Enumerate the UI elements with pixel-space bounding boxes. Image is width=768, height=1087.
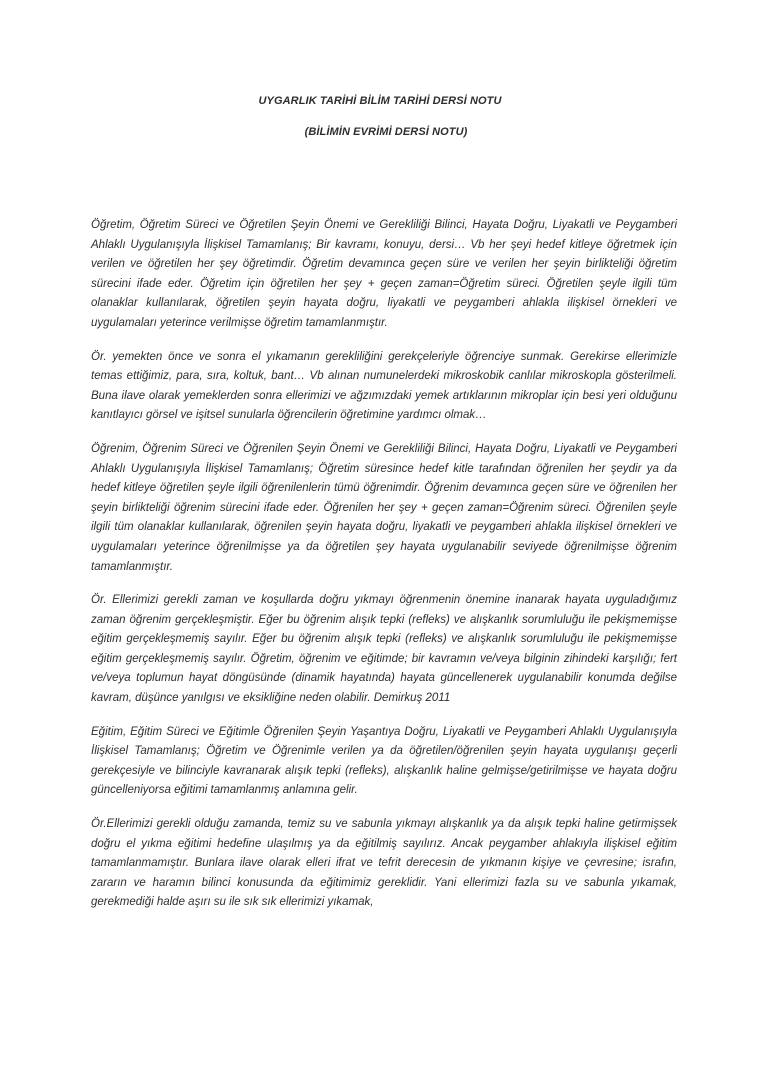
paragraph-ogrenim-example: Ör. Ellerimizi gerekli zaman ve koşullarda doğru yıkmayı öğrenmenin önemine inanarak hayata uyguladığımız zaman öğrenim gerçekleşmiştir. Eğer bu öğrenim alışık tepki (refleks) ve alışkanlık sorumluluğu ile pekişmemişse eğitim gerçekleşmemiş sayılır. Eğer bu öğrenim alışık tepki (refleks) ve alışkanlık sorumluluğu ile pekişmemişse eğitim gerçekleşmemiş sayılır. Öğretim, öğrenim ve eğitimde; bir kavramın ve/veya bilginin zihindeki karşılığı; fert ve/veya toplumun hayat döngüsünde (dinamik hayatında) hayata güncellenerek uygulanabilir konumda değilse kavram, düşünce yanılgısı ve eksikliğine neden olabilir. Demirkuş 2011 <box>91 594 677 705</box>
paragraph-ogretim: Öğretim, Öğretim Süreci ve Öğretilen Şeyin Önemi ve Gerekliliği Bilinci, Hayata Doğru, Liyakatli ve Peygamberi Ahlaklı Uygulanışıyla İlişkisel Tamamlanış; Bir kavramı, konuyu, dersi… Vb her şeyi hedef kitleye öğretmek için verilen ve öğretilen her şey öğretimdir. Öğretim devamınca geçen süre ve verilen her şeyin birlikteliği öğretim sürecini ifade eder. Öğretim için öğretilen her şey + geçen zaman=Öğretim süreci. Öğretilen şeyle ilgili tüm olanaklar kullanılarak, öğretilen şeyin hayata doğru, liyakatli ve peygamberi ahlakla ilişkisel örnekleri ve uygulamaları yeterince verilmişse öğretim tamamlanmıştır. <box>91 219 677 329</box>
paragraph-egitim-example: Ör.Ellerimizi gerekli olduğu zamanda, temiz su ve sabunla yıkmayı alışkanlık ya da alışık tepki haline getirmişsek doğru el yıkma eğitimi hedefine ulaşılmış ya da eğitilmiş sayılırız. Ancak peygamber ahlakıyla ilişkisel eğitim tamamlanmamıştır. Bunlara ilave olarak elleri ifrat ve tefrit derecesin de yıkmanın kişiye ve çevresine; israfın, zararın ve haramın bilinci konusunda da eğitimimiz gereklidir. Yani ellerimizi fazla su ve sabunla yıkamak, gerekmediği halde aşırı su ile sık sık ellerimizi yıkamak, <box>91 818 677 909</box>
document-subtitle: (BİLİMİN EVRİMİ DERSİ NOTU) <box>304 126 468 138</box>
document-body <box>91 216 677 927</box>
paragraph-ogrenim: Öğrenim, Öğrenim Süreci ve Öğrenilen Şeyin Önemi ve Gerekliliği Bilinci, Hayata Doğru, Liyakatli ve Peygamberi Ahlaklı Uygulanışıyla İlişkisel Tamamlanış; Öğretim süresince hedef kitle tarafından öğrenilen her şeydir ya da hedef kitleye öğretilen şeyle ilgili öğrenilenlerin tümü öğrenimdir. Öğrenim devamınca geçen süre ve öğrenilen her şeyin birlikteliği öğrenim sürecini ifade eder. Öğrenilen her şey + geçen zaman=Öğrenim süreci. Öğrenilen şeyle ilgili tüm olanaklar kullanılarak, öğrenilen şeyin hayata doğru, liyakatli ve peygamberi ahlakla ilişkisel örnekleri ve uygulamaları yeterince öğrenilmişse ya da öğretilen şey hayata uygulanabilir seviyede öğrenilmişse öğrenim tamamlanmıştır. <box>91 442 677 573</box>
document-title: UYGARLIK TARİHİ BİLİM TARİHİ DERSİ NOTU <box>258 95 502 107</box>
paragraph-egitim: Eğitim, Eğitim Süreci ve Eğitimle Öğrenilen Şeyin Yaşantıya Doğru, Liyakatli ve Peygamberi Ahlaklı Uygulanışıyla İlişkisel Tamamlanış; Öğretim ve Öğrenimle verilen ya da öğretilen/öğrenilen şeyin hayata uygulanışı geçerli gerekçesiyle ve bilinciyle kavranarak alışık tepki (refleks), alışkanlık haline gelmişse/getirilmişse ve hayata doğru güncelleniyorsa eğitimi tamamlanmış anlamına gelir. <box>91 725 677 797</box>
paragraph-ogretim-example: Ör. yemekten önce ve sonra el yıkamanın gerekliliğini gerekçeleriyle öğrenciye sunmak. Gerekirse ellerimizle temas ettiğimiz, para, sıra, koltuk, bant… Vb alınan numunelerdeki mikroskobik canlılar mikroskopla gösterilmeli. Buna ilave olarak yemeklerden sonra ellerimizi ve ağzımızdaki yemek artıklarının mikroplar için besi yeri olduğunu kanıtlayıcı görsel ve işitsel sunularla öğrencilerin öğretimine yardımcı olmak… <box>91 350 677 422</box>
